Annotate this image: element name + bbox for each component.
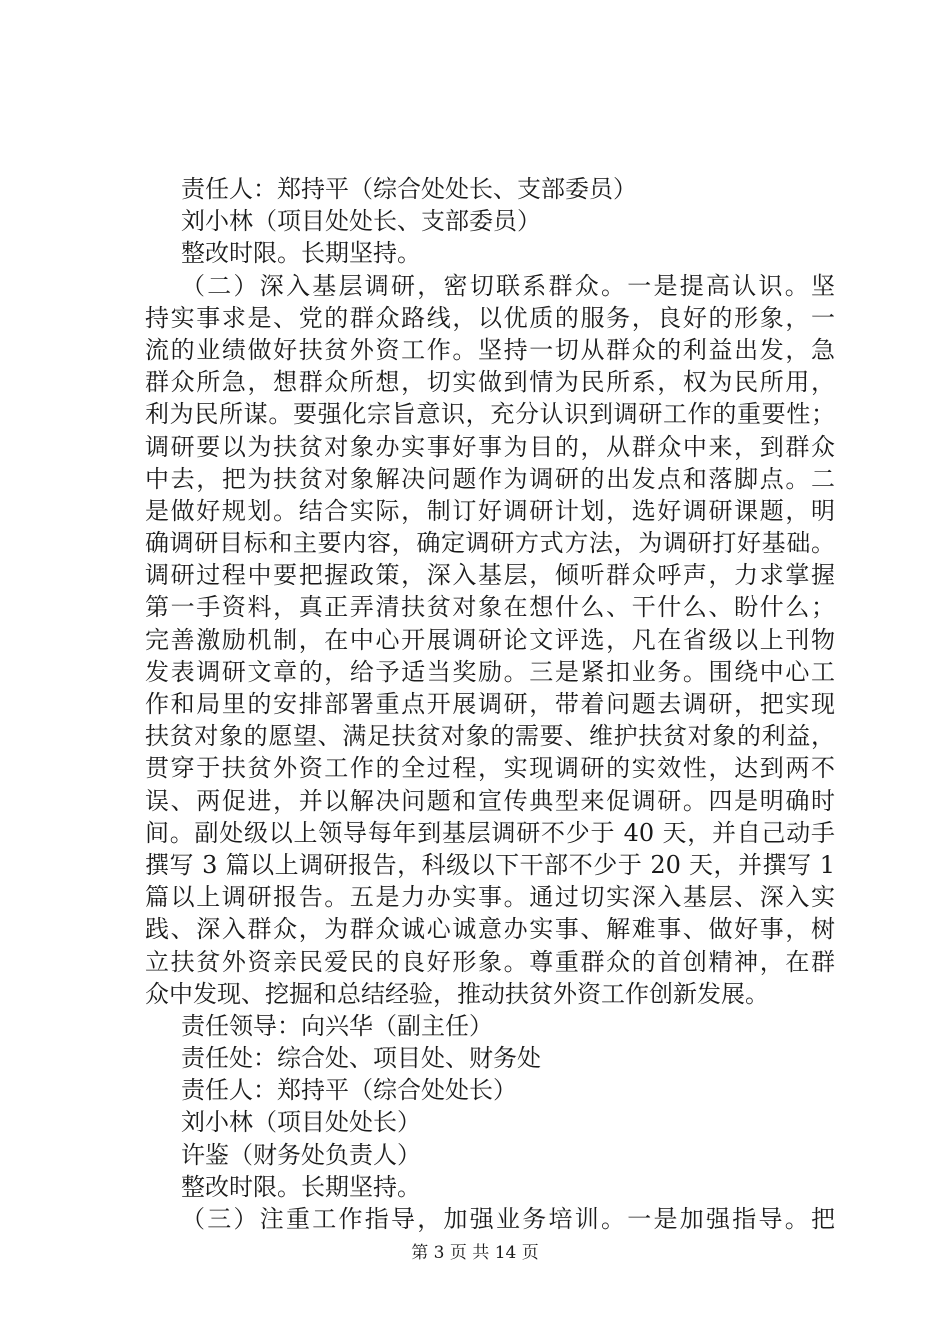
text-line: 许鉴（财务处负责人） <box>181 1140 421 1169</box>
text-line: 责任领导：向兴华（副主任） <box>181 1011 493 1040</box>
text-line: 整改时限。长期坚持。 <box>181 239 421 268</box>
text-line: 是做好规划。结合实际，制订好调研计划，选好调研课题，明 <box>145 496 835 525</box>
text-line: 流的业绩做好扶贫外资工作。坚持一切从群众的利益出发，急 <box>145 335 835 364</box>
text-line: 责任人：郑持平（综合处处长、支部委员） <box>181 175 637 203</box>
text-line: 刘小林（项目处处长） <box>181 1108 421 1137</box>
text-line: 篇以上调研报告。五是力办实事。通过切实深入基层、深入实 <box>145 883 835 912</box>
text-line: 利为民所谋。要强化宗旨意识，充分认识到调研工作的重要性； <box>145 400 835 429</box>
text-line: 践、深入群众，为群众诚心诚意办实事、解难事、做好事，树 <box>145 915 835 944</box>
text-line: 第一手资料，真正弄清扶贫对象在想什么、干什么、盼什么； <box>145 593 835 622</box>
document-body <box>145 173 835 1235</box>
text-line: 撰写 3 篇以上调研报告，科级以下干部不少于 20 天，并撰写 1 <box>145 850 835 879</box>
text-line: 贯穿于扶贫外资工作的全过程，实现调研的实效性，达到两不 <box>145 754 835 783</box>
text-line: 调研过程中要把握政策，深入基层，倾听群众呼声，力求掌握 <box>145 561 835 590</box>
text-line: 众中发现、挖掘和总结经验，推动扶贫外资工作创新发展。 <box>145 979 769 1008</box>
text-line: 间。副处级以上领导每年到基层调研不少于 40 天，并自己动手 <box>145 818 835 847</box>
page-footer: 第 3 页 共 14 页 <box>411 1243 539 1263</box>
text-line: 中去，把为扶贫对象解决问题作为调研的出发点和落脚点。二 <box>145 464 835 493</box>
text-line: 误、两促进，并以解决问题和宣传典型来促调研。四是明确时 <box>145 786 835 815</box>
text-line: 完善激励机制，在中心开展调研论文评选，凡在省级以上刊物 <box>145 625 835 654</box>
text-line: （三）注重工作指导，加强业务培训。一是加强指导。把 <box>181 1205 835 1233</box>
text-line: 作和局里的安排部署重点开展调研，带着问题去调研，把实现 <box>145 690 835 718</box>
text-line: 扶贫对象的愿望、满足扶贫对象的需要、维护扶贫对象的利益， <box>145 722 835 751</box>
text-line: 发表调研文章的，给予适当奖励。三是紧扣业务。围绕中心工 <box>145 657 835 686</box>
text-line: 责任处：综合处、项目处、财务处 <box>181 1044 541 1073</box>
text-line: （二）深入基层调研，密切联系群众。一是提高认识。坚 <box>181 271 835 300</box>
text-line: 群众所急，想群众所想，切实做到情为民所系，权为民所用， <box>145 368 835 397</box>
text-line: 确调研目标和主要内容，确定调研方式方法，为调研打好基础。 <box>145 529 835 558</box>
text-line: 持实事求是、党的群众路线，以优质的服务，良好的形象，一 <box>145 303 835 332</box>
text-line: 整改时限。长期坚持。 <box>181 1172 421 1201</box>
text-line: 刘小林（项目处处长、支部委员） <box>181 207 541 236</box>
text-line: 立扶贫外资亲民爱民的良好形象。尊重群众的首创精神，在群 <box>145 947 835 976</box>
text-line: 责任人：郑持平（综合处处长） <box>181 1076 517 1105</box>
text-line: 调研要以为扶贫对象办实事好事为目的，从群众中来，到群众 <box>145 432 835 461</box>
